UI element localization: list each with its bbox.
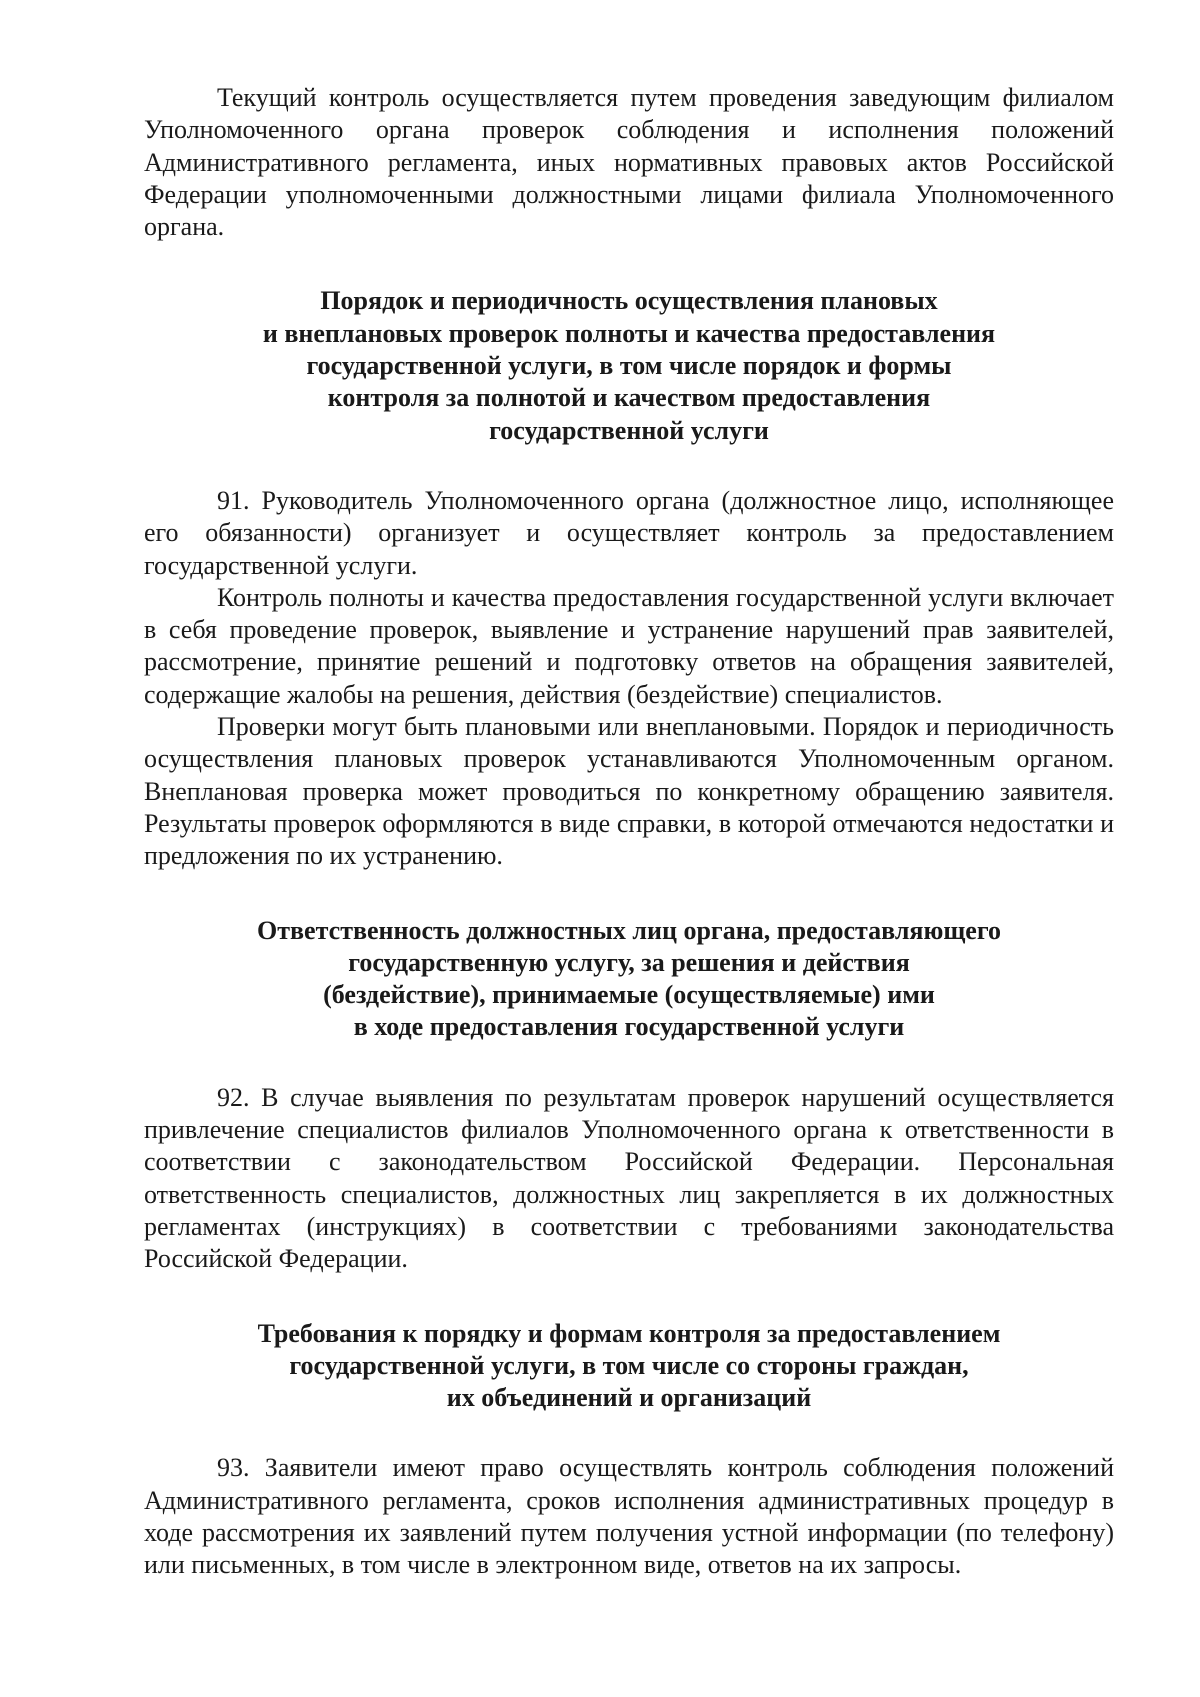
paragraph-91-inspections: Проверки могут быть плановыми или внеплановыми. Порядок и периодичность осуществления плановых проверок устанавливаются Уполномоченным органом. Внеплановая проверка может проводиться по конкретному обращению заявителя. Результаты проверок оформляются в виде справки, в которой отмечаются недостатки и предложения по их устранению. [144, 712, 1114, 871]
heading-line: государственной услуги, в том числе со стороны граждан, [289, 1350, 969, 1380]
heading-line: в ходе предоставления государственной услуги [353, 1012, 905, 1042]
paragraph-91-control-scope: Контроль полноты и качества предоставления государственной услуги включает в себя проведение проверок, выявление и устранение нарушений прав заявителей, рассмотрение, принятие решений и подготовку ответов на обращения заявителей, содержащие жалобы на решения, действия (бездействие) специалистов. [144, 582, 1114, 709]
section-heading-requirements [144, 1318, 1114, 1415]
heading-line: государственную услугу, за решения и действия [348, 947, 910, 977]
heading-line: их объединений и организаций [446, 1383, 812, 1413]
section-heading-inspections [144, 285, 1114, 446]
document-page [144, 82, 1114, 1582]
heading-line: и внеплановых проверок полноты и качества предоставления [262, 318, 996, 348]
heading-line: Порядок и периодичность осуществления плановых [320, 286, 938, 316]
heading-line: (бездействие), принимаемые (осуществляемые) ими [323, 980, 935, 1010]
paragraph-92: 92. В случае выявления по результатам проверок нарушений осуществляется привлечение специалистов филиалов Уполномоченного органа к ответственности в соответствии с законодательством Российской Федерации. Персональная ответственность специалистов, должностных лиц закрепляется в их должностных регламентах (инструкциях) в соответствии с требованиями законодательства Российской Федерации. [144, 1082, 1114, 1274]
paragraph-intro: Текущий контроль осуществляется путем проведения заведующим филиалом Уполномоченного органа проверок соблюдения и исполнения положений Административного регламента, иных нормативных правовых актов Российской Федерации уполномоченными должностными лицами филиала Уполномоченного органа. [144, 83, 1114, 242]
heading-line: контроля за полнотой и качеством предоставления [327, 383, 931, 413]
section-heading-responsibility [144, 915, 1114, 1044]
paragraph-93: 93. Заявители имеют право осуществлять контроль соблюдения положений Административного регламента, сроков исполнения административных процедур в ходе рассмотрения их заявлений путем получения устной информации (по телефону) или письменных, в том числе в электронном виде, ответов на их запросы. [144, 1453, 1114, 1580]
heading-line: Ответственность должностных лиц органа, предоставляющего [257, 915, 1001, 945]
heading-line: государственной услуги [489, 415, 769, 445]
heading-line: Требования к порядку и формам контроля за предоставлением [257, 1318, 1001, 1348]
heading-line: государственной услуги, в том числе порядок и формы [306, 351, 952, 381]
paragraph-91: 91. Руководитель Уполномоченного органа (должностное лицо, исполняющее его обязанности) организует и осуществляет контроль за предоставлением государственной услуги. [144, 485, 1114, 580]
